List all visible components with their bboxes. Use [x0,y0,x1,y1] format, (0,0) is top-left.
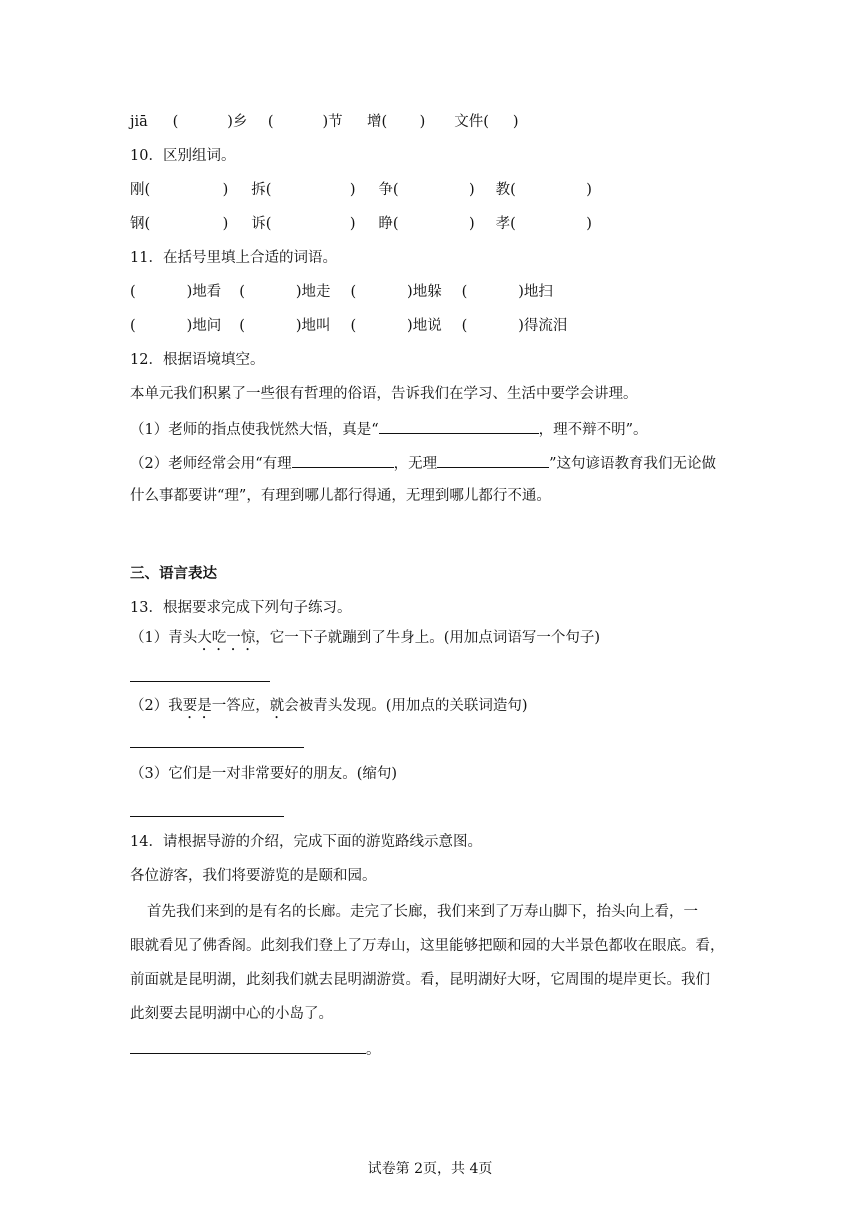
word-paren: 诉( [251,216,272,232]
q12-item-2-cont: 什么事都要讲“理”，有理到哪儿都行得通，无理到哪儿都行不通。 [130,488,551,504]
q10-row-2 [130,214,600,234]
answer-line[interactable] [130,816,284,817]
paren-open-word: 文件( [454,114,489,130]
page-footer: 试卷第 2页，共 4页 [367,1161,493,1177]
q11-row-1 [130,282,568,302]
q13-item-3: （3）它们是一对非常要好的朋友。(缩句) [130,766,398,782]
paren-close-word: )节 [322,114,343,130]
paren-open-word: 增( [367,114,388,130]
q12-item-2 [130,452,716,474]
q12-intro: 本单元我们积累了一些很有哲理的俗语，告诉我们在学习、生活中要学会讲理。 [130,386,638,402]
q13-item-1-text-end: ，它一下子就蹦到了牛身上。(用加点词语写一个句子) [255,630,601,646]
paren-close: ) [469,216,475,232]
section-heading: 三、语言表达 [130,565,217,582]
word-paren: 睁( [378,216,399,232]
q13-title: 13．根据要求完成下列句子练习。 [130,600,352,616]
paren-close: ) [222,216,229,232]
q13-item-1 [130,628,600,654]
paren-open: ( [350,318,357,334]
paren-close: ) [222,182,229,198]
paren-open: ( [239,318,245,334]
word-paren: 教( [495,182,516,198]
paren-close-word: )乡 [227,114,248,130]
q12-item-2-text-end: ”这句谚语教育我们无论做 [549,456,717,472]
q13-item-2 [130,696,528,722]
q14-title: 14．请根据导游的介绍，完成下面的游览路线示意图。 [130,834,482,850]
paren-open: ( [130,284,136,300]
q12-title: 12．根据语境填空。 [130,352,265,368]
period: 。 [366,1042,381,1058]
q14-passage-line: 前面就是昆明湖，此刻我们就去昆明湖游赏。看，昆明湖好大呀，它周围的堤岸更长。我们 [130,972,710,988]
pinyin-label: jiā [130,114,148,130]
paren-open: ( [239,284,245,300]
dotted-word: 就 [269,698,285,714]
answer-blank[interactable] [130,1038,366,1054]
word-suffix: )地看 [186,284,222,300]
q12-item-1-text-end: ，理不辩不明”。 [538,422,648,438]
word-paren: 争( [378,182,399,198]
q13-item-2-text: （2）我 [130,698,183,714]
word-suffix: )地叫 [295,318,331,334]
paren-open: ( [461,318,468,334]
paren-close: ) [586,182,592,198]
q12-item-2-text-mid: ，无理 [393,456,438,472]
answer-blank[interactable] [379,418,539,434]
word-paren: 孝( [495,216,516,232]
q11-title: 11．在括号里填上合适的词语。 [130,250,337,266]
q10-row-1 [130,180,600,200]
paren-close: ) [469,182,475,198]
word-paren: 钢( [130,216,151,232]
paren-close: ) [349,216,356,232]
word-paren: 刚( [130,182,151,198]
answer-line[interactable] [130,681,270,682]
paren-close: ) [349,182,356,198]
word-suffix: )地躲 [407,284,442,300]
q14-passage-line: 眼就看见了佛香阁。此刻我们登上了万寿山，这里能够把颐和园的大半景色都收在眼底。看， [130,938,725,954]
answer-blank[interactable] [437,452,549,468]
q13-item-1-text: （1）青头 [130,630,198,646]
dotted-word: 大吃一惊 [197,630,256,646]
paren-close: ) [512,114,519,130]
word-suffix: )地问 [186,318,222,334]
answer-blank[interactable] [292,452,394,468]
q13-item-2-text-end: 会被青头发现。(用加点的关联词造句) [284,698,528,714]
q9-row [130,112,527,132]
dotted-word: 要是 [182,698,212,714]
word-paren: 拆( [251,182,272,198]
word-suffix: )得流泪 [518,318,568,334]
q12-item-1-text: （1）老师的指点使我恍然大悟，真是“ [130,422,379,438]
q14-passage-line: 此刻要去昆明湖中心的小岛了。 [130,1006,333,1022]
q12-item-2-text: （2）老师经常会用“有理 [130,456,292,472]
paren-open: ( [350,284,357,300]
q12-item-1 [130,418,648,440]
paren-open: ( [172,114,179,130]
paren-close: ) [419,114,426,130]
word-suffix: )地走 [295,284,331,300]
answer-line[interactable] [130,747,304,748]
word-suffix: )地说 [407,318,442,334]
q14-passage-line: 首先我们来到的是有名的长廊。走完了长廊，我们来到了万寿山脚下，抬头向上看，一 [147,904,698,920]
paren-close: ) [586,216,592,232]
q14-answer [130,1038,381,1060]
paren-open: ( [461,284,468,300]
paren-open: ( [130,318,136,334]
q14-greeting: 各位游客，我们将要游览的是颐和园。 [130,868,377,884]
word-suffix: )地扫 [518,284,553,300]
paren-open: ( [267,114,274,130]
q11-row-2 [130,316,588,336]
q10-title: 10．区别组词。 [130,148,236,164]
q13-item-2-text-mid: 一答应， [211,698,270,714]
